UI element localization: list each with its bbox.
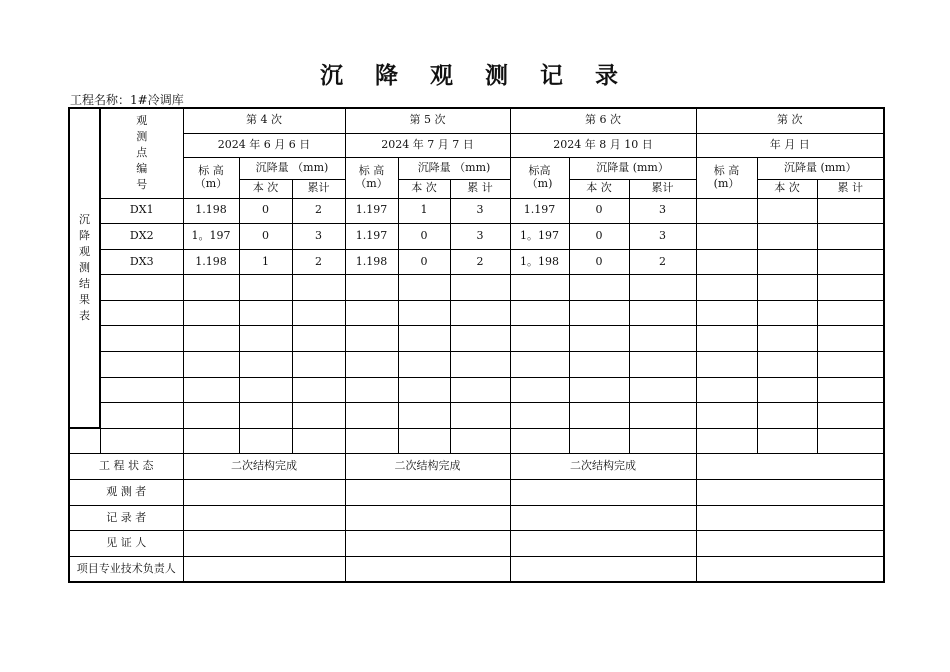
data-cell [569, 352, 629, 378]
cumulative-header: 累 计 [450, 179, 510, 198]
data-cell [398, 275, 450, 301]
data-cell [629, 275, 696, 301]
data-cell [757, 352, 817, 378]
data-cell [183, 377, 239, 403]
data-cell [239, 352, 292, 378]
settlement-header: 沉降量 (mm） [757, 157, 884, 179]
footer-value [510, 505, 696, 531]
data-cell [817, 377, 884, 403]
footer-row [69, 505, 884, 531]
data-cell: 1.198 [345, 249, 398, 275]
data-cell: 1 [398, 198, 450, 224]
project-label: 工程名称： [70, 93, 131, 107]
data-cell: 3 [629, 198, 696, 224]
data-cell [757, 428, 817, 454]
data-cell: 1 [239, 249, 292, 275]
data-cell [817, 300, 884, 326]
data-cell [239, 428, 292, 454]
footer-value [183, 480, 345, 506]
footer-value [345, 480, 510, 506]
data-cell [345, 403, 398, 429]
round-date: 2024 年 8 月 10 日 [510, 133, 696, 157]
current-header: 本 次 [569, 179, 629, 198]
data-cell: 2 [292, 249, 345, 275]
data-cell [510, 352, 569, 378]
footer-label: 工 程 状 态 [69, 454, 183, 480]
table-row [69, 428, 884, 454]
footer-row [69, 556, 884, 582]
elevation-header: 标 高 (m） [696, 157, 757, 198]
data-cell [450, 352, 510, 378]
round-date: 年 月 日 [696, 133, 884, 157]
footer-value [696, 505, 884, 531]
point-id: DX3 [100, 249, 183, 275]
data-cell [696, 377, 757, 403]
data-cell [450, 428, 510, 454]
data-cell [629, 352, 696, 378]
point-id [100, 377, 183, 403]
data-cell: 1.197 [510, 198, 569, 224]
data-cell [817, 224, 884, 250]
data-cell [292, 300, 345, 326]
data-cell [345, 300, 398, 326]
point-id [100, 326, 183, 352]
data-cell: 1.198 [183, 198, 239, 224]
cumulative-header: 累 计 [817, 179, 884, 198]
point-number-header: 观 测 点 编 号 [100, 108, 183, 198]
footer-row [69, 531, 884, 557]
data-cell [510, 326, 569, 352]
project-name: 1#冷调库 [130, 93, 184, 107]
data-cell [510, 377, 569, 403]
data-cell [510, 300, 569, 326]
data-cell [757, 377, 817, 403]
table-row [69, 326, 884, 352]
data-cell [569, 300, 629, 326]
current-header: 本 次 [757, 179, 817, 198]
data-cell [757, 249, 817, 275]
data-cell [239, 326, 292, 352]
data-cell [629, 300, 696, 326]
settlement-header: 沉降量 （mm) [398, 157, 510, 179]
data-cell [817, 249, 884, 275]
data-cell [450, 377, 510, 403]
data-cell [345, 377, 398, 403]
footer-value [696, 556, 884, 582]
data-cell [292, 326, 345, 352]
data-cell: 3 [629, 224, 696, 250]
data-cell [629, 377, 696, 403]
round-label: 第 4 次 [183, 108, 345, 133]
data-cell [696, 352, 757, 378]
footer-value [183, 505, 345, 531]
data-cell [345, 326, 398, 352]
data-cell: 2 [450, 249, 510, 275]
footer-value [510, 531, 696, 557]
data-cell: 1.198 [183, 249, 239, 275]
data-cell [100, 428, 183, 454]
data-cell [239, 275, 292, 301]
data-cell [239, 300, 292, 326]
data-cell: 1.197 [345, 198, 398, 224]
data-cell: 2 [292, 198, 345, 224]
side-label: 沉 降 观 测 结 果 表 [69, 108, 100, 428]
footer-label: 观 测 者 [69, 480, 183, 506]
data-cell [398, 377, 450, 403]
table-row [69, 403, 884, 429]
footer-value [345, 505, 510, 531]
table-row [69, 275, 884, 301]
data-cell [183, 352, 239, 378]
data-cell [398, 352, 450, 378]
data-cell [696, 428, 757, 454]
point-id [100, 403, 183, 429]
data-cell: 1.197 [345, 224, 398, 250]
point-id: DX2 [100, 224, 183, 250]
footer-value [183, 556, 345, 582]
data-cell [757, 403, 817, 429]
data-cell [292, 428, 345, 454]
data-cell [757, 326, 817, 352]
data-cell [696, 300, 757, 326]
footer-value [345, 531, 510, 557]
data-cell [510, 403, 569, 429]
round-label: 第 5 次 [345, 108, 510, 133]
table-row [69, 377, 884, 403]
point-id: DX1 [100, 198, 183, 224]
data-cell [817, 275, 884, 301]
footer-value [696, 480, 884, 506]
round-date: 2024 年 7 月 7 日 [345, 133, 510, 157]
footer-label: 项目专业技术负责人 [69, 556, 183, 582]
data-cell [696, 275, 757, 301]
elevation-header: 标 高 （m） [345, 157, 398, 198]
data-cell [696, 403, 757, 429]
data-cell [292, 377, 345, 403]
data-cell: 0 [239, 198, 292, 224]
data-cell [183, 428, 239, 454]
cumulative-header: 累计 [629, 179, 696, 198]
data-cell [696, 224, 757, 250]
data-cell: 3 [450, 224, 510, 250]
data-cell [345, 352, 398, 378]
data-cell: 0 [569, 198, 629, 224]
data-cell [292, 352, 345, 378]
data-cell [817, 198, 884, 224]
project-name-line [70, 91, 184, 108]
data-cell [569, 326, 629, 352]
data-cell [696, 249, 757, 275]
data-cell [629, 428, 696, 454]
footer-value [345, 556, 510, 582]
settlement-record-table [68, 107, 885, 583]
data-cell: 0 [398, 224, 450, 250]
data-cell: 0 [239, 224, 292, 250]
data-cell [510, 428, 569, 454]
data-cell [183, 326, 239, 352]
data-cell [569, 403, 629, 429]
data-cell [629, 326, 696, 352]
footer-value [696, 454, 884, 480]
data-cell [757, 300, 817, 326]
footer-value: 二次结构完成 [183, 454, 345, 480]
footer-value: 二次结构完成 [510, 454, 696, 480]
elevation-header: 标 高 （m） [183, 157, 239, 198]
data-cell [696, 198, 757, 224]
data-cell [757, 224, 817, 250]
cumulative-header: 累计 [292, 179, 345, 198]
data-cell [183, 403, 239, 429]
page-title: 沉 降 观 测 记 录 [319, 62, 631, 89]
data-cell: 0 [398, 249, 450, 275]
data-cell [345, 428, 398, 454]
data-cell: 0 [569, 249, 629, 275]
data-cell [292, 403, 345, 429]
round-date: 2024 年 6 月 6 日 [183, 133, 345, 157]
footer-value [183, 531, 345, 557]
table-row [69, 224, 884, 250]
point-id [69, 428, 100, 454]
data-cell: 3 [450, 198, 510, 224]
settlement-header: 沉降量 (mm） [569, 157, 696, 179]
table-row [69, 198, 884, 224]
current-header: 本 次 [239, 179, 292, 198]
footer-value [510, 556, 696, 582]
data-cell [450, 403, 510, 429]
footer-label: 见 证 人 [69, 531, 183, 557]
data-cell [398, 326, 450, 352]
data-cell: 1。198 [510, 249, 569, 275]
data-cell [398, 403, 450, 429]
data-cell [510, 275, 569, 301]
data-cell [345, 275, 398, 301]
point-id [100, 275, 183, 301]
data-cell [292, 275, 345, 301]
data-cell: 1。197 [183, 224, 239, 250]
footer-row [69, 454, 884, 480]
data-cell [757, 275, 817, 301]
data-cell [696, 326, 757, 352]
footer-label: 记 录 者 [69, 505, 183, 531]
data-cell [450, 300, 510, 326]
footer-value [696, 531, 884, 557]
data-cell [183, 275, 239, 301]
elevation-header: 标高 （m) [510, 157, 569, 198]
data-cell [239, 377, 292, 403]
data-cell [757, 198, 817, 224]
settlement-header: 沉降量 （mm) [239, 157, 345, 179]
data-cell [569, 428, 629, 454]
data-cell [398, 428, 450, 454]
footer-value: 二次结构完成 [345, 454, 510, 480]
data-cell: 1。197 [510, 224, 569, 250]
point-id [100, 300, 183, 326]
data-cell [239, 403, 292, 429]
data-cell [629, 403, 696, 429]
data-cell: 0 [569, 224, 629, 250]
round-label: 第 次 [696, 108, 884, 133]
table-row [69, 300, 884, 326]
table-row [69, 249, 884, 275]
data-cell [450, 326, 510, 352]
current-header: 本 次 [398, 179, 450, 198]
round-label: 第 6 次 [510, 108, 696, 133]
data-cell [817, 352, 884, 378]
data-cell: 3 [292, 224, 345, 250]
data-cell [569, 377, 629, 403]
footer-row [69, 480, 884, 506]
data-cell [450, 275, 510, 301]
footer-value [510, 480, 696, 506]
data-cell [817, 403, 884, 429]
data-cell: 2 [629, 249, 696, 275]
data-cell [817, 326, 884, 352]
data-cell [569, 275, 629, 301]
data-cell [183, 300, 239, 326]
table-row [69, 352, 884, 378]
point-id [100, 352, 183, 378]
data-cell [398, 300, 450, 326]
